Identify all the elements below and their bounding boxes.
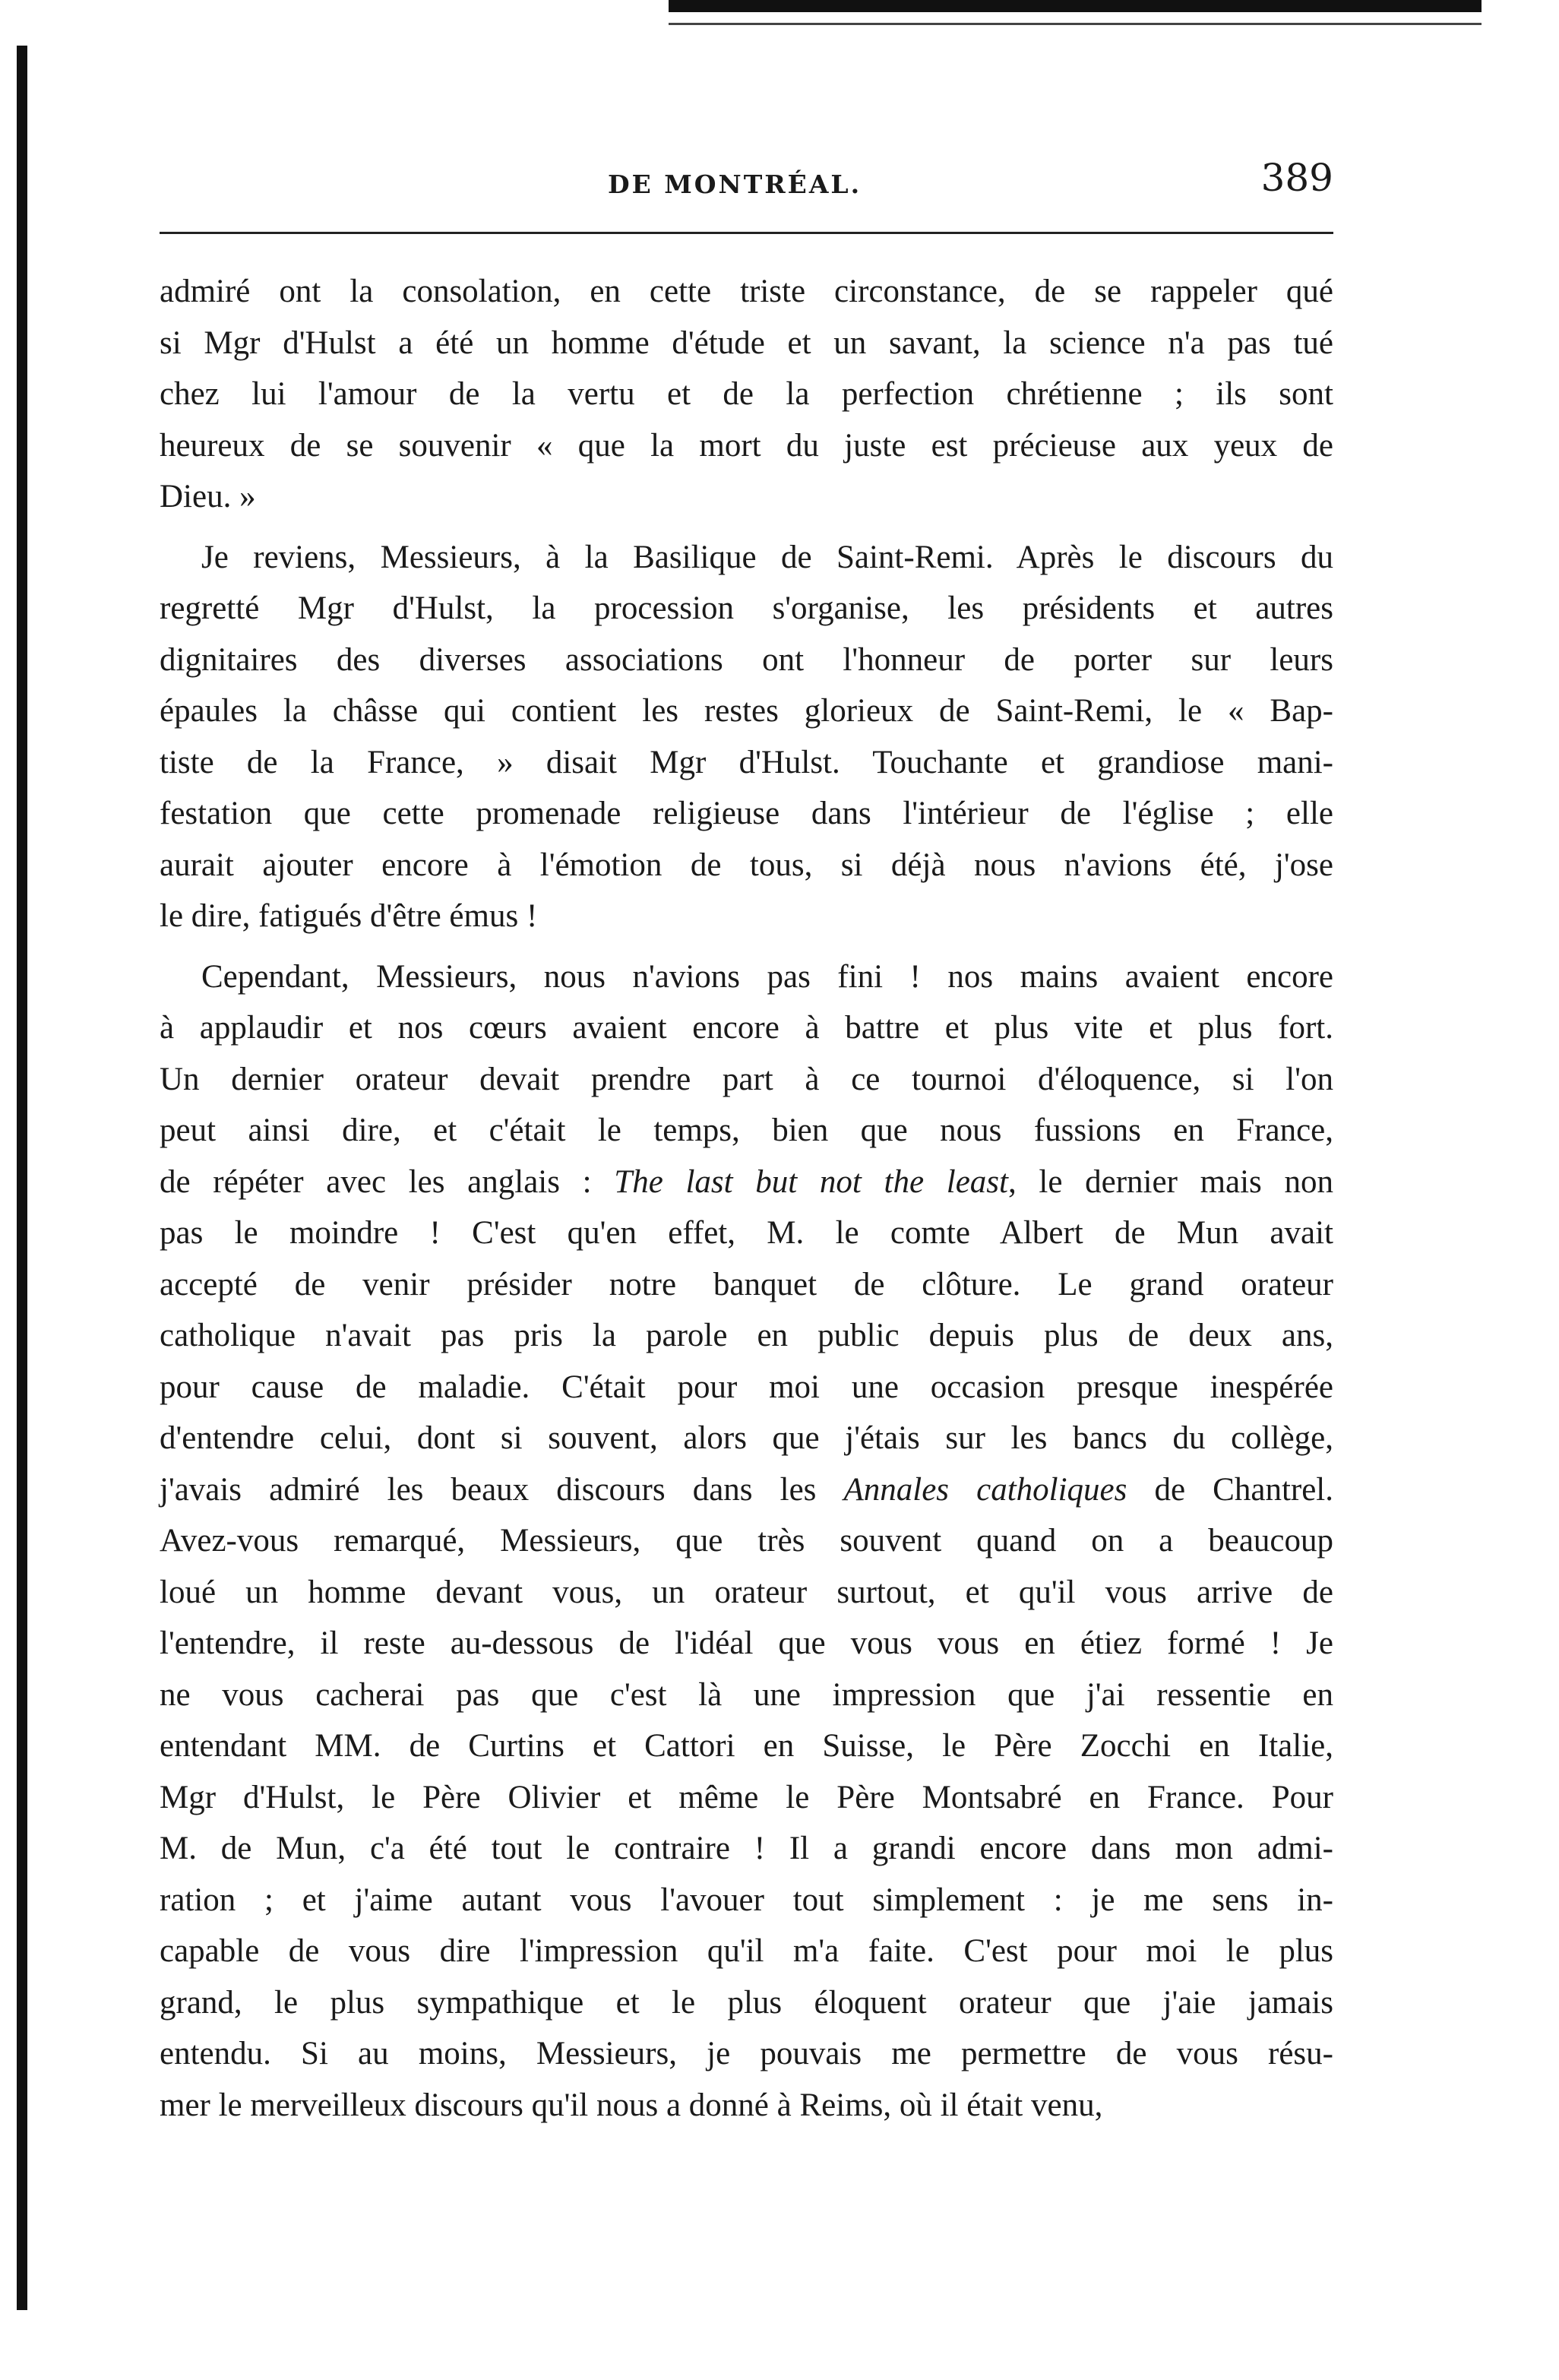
text-line: Je reviens, Messieurs, à la Basilique de Saint-Remi. Après le discours du [201,539,1333,575]
paragraph [160,266,1333,523]
text-line: de répéter avec les anglais : The last but not the least, le dernier mais non [160,1163,1333,1200]
text-line: grand, le plus sympathique et le plus éloquent orateur que j'aie jamais [160,1984,1333,2021]
text-line: catholique n'avait pas pris la parole en public depuis plus de deux ans, [160,1318,1333,1353]
text-line: pas le moindre ! C'est qu'en effet, M. le comte Albert de Mun avait [160,1215,1333,1251]
text-line: Mgr d'Hulst, le Père Olivier et même le Père Montsabré en France. Pour [160,1779,1333,1815]
text-line: Un dernier orateur devait prendre part à ce tournoi d'éloquence, si l'on [160,1061,1333,1097]
text-line: l'entendre, il reste au-dessous de l'idéal que vous vous en étiez formé ! Je [160,1625,1333,1661]
text-line: M. de Mun, c'a été tout le contraire ! Il a grandi encore dans mon admi- [160,1831,1333,1866]
text-line: chez lui l'amour de la vertu et de la perfection chrétienne ; ils sont [160,376,1333,412]
text-line: capable de vous dire l'impression qu'il m'a faite. C'est pour moi le plus [160,1933,1333,1969]
text-line: admiré ont la consolation, en cette triste circonstance, de se rappeler qué [160,274,1333,309]
text-line: pour cause de maladie. C'était pour moi une occasion presque inespérée [160,1369,1333,1405]
text-line: entendant MM. de Curtins et Cattori en Suisse, le Père Zocchi en Italie, [160,1728,1333,1764]
text-line: entendu. Si au moins, Messieurs, je pouvais me permettre de vous résu- [160,2036,1333,2071]
text-line: festation que cette promenade religieuse dans l'intérieur de l'église ; elle [160,796,1333,831]
text-line: heureux de se souvenir « que la mort du juste est précieuse aux yeux de [160,427,1333,464]
paragraph [160,532,1333,942]
text-line: aurait ajouter encore à l'émotion de tous, si déjà nous n'avions été, j'ose [160,847,1333,883]
text-line: Avez-vous remarqué, Messieurs, que très souvent quand on a beaucoup [160,1523,1333,1559]
page-number: 389 [1260,156,1333,200]
body-text [160,266,1333,2131]
text-line: j'avais admiré les beaux discours dans les Annales catholiques de Chantrel. [160,1471,1333,1508]
header-rule [160,232,1333,234]
scan-border-left [17,46,27,2310]
text-line: tiste de la France, » disait Mgr d'Hulst. Touchante et grandiose mani- [160,744,1333,780]
text-line: mer le merveilleux discours qu'il nous a donné à Reims, où il était venu, [160,2087,1103,2123]
text-line: accepté de venir présider notre banquet de clôture. Le grand orateur [160,1266,1333,1302]
scan-border-top-thin [669,23,1482,25]
text-line: Dieu. » [160,479,256,514]
text-line: à applaudir et nos cœurs avaient encore à battre et plus vite et plus fort. [160,1010,1333,1046]
scan-border-top [669,0,1482,12]
running-head: DE MONTRÉAL. [608,169,862,199]
text-line: ne vous cacherai pas que c'est là une impression que j'ai ressentie en [160,1676,1333,1713]
text-line: peut ainsi dire, et c'était le temps, bien que nous fussions en France, [160,1112,1333,1148]
text-line: le dire, fatigués d'être émus ! [160,898,538,934]
page-header [160,156,1333,217]
text-line: dignitaires des diverses associations ont l'honneur de porter sur leurs [160,641,1333,678]
text-line: loué un homme devant vous, un orateur surtout, et qu'il vous arrive de [160,1574,1333,1610]
text-line: regretté Mgr d'Hulst, la procession s'organise, les présidents et autres [160,590,1333,626]
text-line: d'entendre celui, dont si souvent, alors que j'étais sur les bancs du collège, [160,1420,1333,1456]
text-line: épaules la châsse qui contient les restes glorieux de Saint-Remi, le « Bap- [160,693,1333,729]
text-line: ration ; et j'aime autant vous l'avouer tout simplement : je me sens in- [160,1882,1333,1918]
text-line: si Mgr d'Hulst a été un homme d'étude et un savant, la science n'a pas tué [160,324,1333,361]
paragraph [160,951,1333,2132]
text-line: Cependant, Messieurs, nous n'avions pas fini ! nos mains avaient encore [201,958,1333,995]
